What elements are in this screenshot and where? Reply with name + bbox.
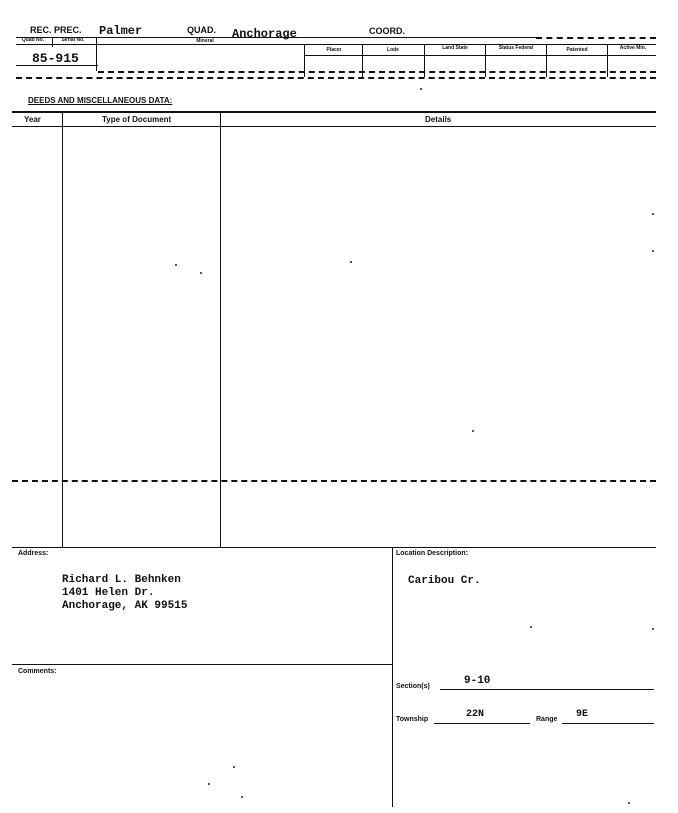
scan-speck xyxy=(530,626,532,628)
deeds-dashed-divider xyxy=(12,480,656,482)
sep-quad-serial xyxy=(52,37,53,47)
col-serial-no: Serial No. xyxy=(61,37,85,43)
address-label: Address: xyxy=(18,550,49,557)
range-label: Range xyxy=(536,716,558,723)
deeds-col-details: Details xyxy=(425,115,452,124)
scan-speck xyxy=(350,261,352,263)
scan-speck xyxy=(628,802,630,804)
scan-speck xyxy=(420,88,422,90)
section-value: 9-10 xyxy=(464,675,491,687)
status-top-rule xyxy=(304,44,656,45)
quad-serial-value: 85-915 xyxy=(32,51,79,66)
header-rule-dashed xyxy=(536,37,656,39)
quad-value: Anchorage xyxy=(232,27,297,41)
deeds-col-year: Year xyxy=(24,115,41,124)
scan-speck xyxy=(652,213,654,215)
sep-status-patented xyxy=(546,44,547,77)
township-label: Township xyxy=(396,716,429,723)
scan-speck xyxy=(472,430,474,432)
coord-label: COORD. xyxy=(369,26,405,36)
sep-mineral-placer xyxy=(304,44,305,77)
address-location-divider xyxy=(392,547,393,807)
sep-land-status xyxy=(485,44,486,77)
section-label: Section(s) xyxy=(396,683,430,690)
sep-lode-land xyxy=(424,44,425,77)
deeds-col-type: Type of Document xyxy=(102,115,172,124)
record-row-rule-dashed xyxy=(98,71,656,73)
scan-speck xyxy=(652,628,654,630)
scan-speck xyxy=(208,783,210,785)
range-value: 9E xyxy=(576,709,589,720)
comments-top-rule xyxy=(12,664,392,665)
deeds-table-top xyxy=(12,111,656,113)
status-label-rule xyxy=(304,55,656,56)
quad-label: QUAD. xyxy=(187,25,216,35)
col-land-state: Land State xyxy=(442,45,468,51)
deeds-table-bottom xyxy=(12,547,656,548)
comments-label: Comments: xyxy=(18,668,57,675)
col-patented: Patented xyxy=(566,47,588,53)
scan-speck xyxy=(175,264,177,266)
col-lode: Lode xyxy=(387,47,399,53)
section-underline xyxy=(440,689,654,690)
deeds-section-title: DEEDS AND MISCELLANEOUS DATA: xyxy=(28,96,173,105)
address-line-3: Anchorage, AK 99515 xyxy=(62,600,188,612)
range-underline xyxy=(562,723,654,724)
sep-serial-mineral xyxy=(96,37,97,71)
rec-prec-value: Palmer xyxy=(99,24,143,38)
deeds-header-rule xyxy=(12,126,656,127)
col-placer: Placer xyxy=(326,47,342,53)
township-value: 22N xyxy=(466,709,485,720)
column-label-rule xyxy=(16,44,304,45)
sep-patented-active xyxy=(607,44,608,77)
scan-speck xyxy=(233,766,235,768)
col-active-min: Active Min. xyxy=(619,45,647,51)
location-value: Caribou Cr. xyxy=(408,575,481,587)
rec-prec-label: REC. PREC. xyxy=(30,25,82,35)
location-label: Location Description: xyxy=(396,550,468,557)
col-quad-no: Quad No. xyxy=(21,37,45,43)
township-underline xyxy=(434,723,530,724)
address-line-1: Richard L. Behnken xyxy=(62,574,181,586)
col-mineral: Mineral xyxy=(196,38,214,44)
scan-speck xyxy=(200,272,202,274)
header-rule xyxy=(16,37,536,38)
col-status-federal: Status Federal xyxy=(498,45,534,51)
scan-speck xyxy=(241,796,243,798)
record-bottom-rule-dashed xyxy=(16,77,656,79)
scan-speck xyxy=(652,250,654,252)
address-line-2: 1401 Helen Dr. xyxy=(62,587,155,599)
sep-placer-lode xyxy=(362,44,363,77)
